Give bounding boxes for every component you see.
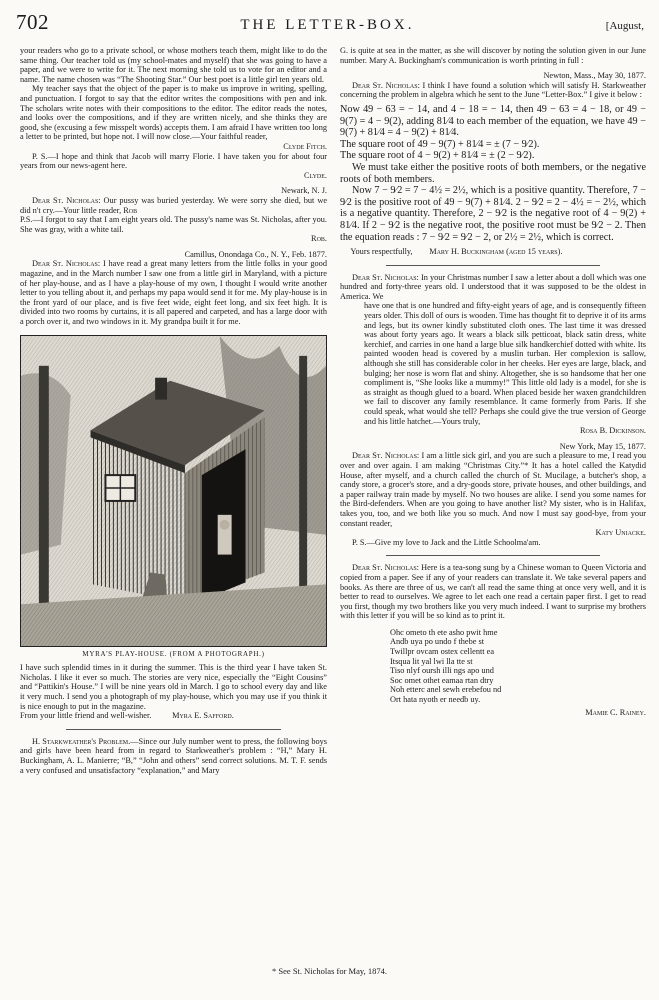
salutation: Dear St. Nicholas:	[352, 272, 419, 282]
math-line: The square root of 49 − 9(7) + 81⁄4 = ± (7 − 9⁄2).	[340, 138, 540, 150]
newark-postscript: P.S.—I forgot to say that I am eight years old. The pussy's name was St. Nicholas, after you. She was gray, with a white tail.	[20, 215, 327, 234]
algebra-solution	[340, 104, 646, 243]
signature-katy: Katy Uniacke.	[595, 528, 646, 538]
signature-mamie: Mamie C. Rainey.	[585, 707, 646, 717]
camillus-dateline: Camillus, Onondaga Co., N. Y., Feb. 1877.	[184, 249, 327, 259]
right-column	[340, 46, 646, 717]
poem-line: Itsqua lit yal lwi lla tte st	[390, 656, 473, 666]
salutation: Dear St. Nicholas:	[352, 563, 419, 573]
math-line: The square root of 4 − 9(2) + 81⁄4 = ± (2 − 9⁄2).	[340, 150, 535, 162]
poem-line: Twillpr ovcam ostex cellentt ea	[390, 647, 495, 657]
playhouse-illustration	[20, 335, 327, 647]
doll-description	[364, 301, 646, 435]
running-title: THE LETTER-BOX.	[240, 17, 415, 33]
running-header	[16, 10, 644, 32]
newton-dateline: Newton, Mass., May 30, 1877.	[543, 71, 646, 81]
poem-line: Noh etterc anel sewh erebefou nd	[390, 685, 502, 695]
ny-letter: Dear St. Nicholas: I am a little sick girl, and you are such a pleasure to me, I read you over and over again. I am making “Christmas City.”* It has a hotel called the Katydid House, after myself, and a church called the church of St. Mucilage, a butcher's shop, a candy store, a grocer's store, and a dry-goods store, private houses, and other buildings, and a paper railway train made by myself. No two houses are alike. I send you some names for the Bird-defenders. When are you going to have another list? My sister, who is in Halifax, takes you, too, and we both like you so much. And now I must say good-bye, from your constant reader,	[340, 451, 647, 528]
signature-clyde: Clyde.	[303, 170, 327, 180]
section-divider	[386, 265, 600, 266]
problem-paragraph: H. Starkweather's Problem.—Since our July number went to press, the following boys and girls have been heard from in regard to Starkweather's problem : “H,” Mary H. Buckingham, A. L. Manierre; “B,” “John and others” send correct solutions. M. T. F. sends a very confused and unsatisfactory “explanation,” and Mary	[20, 736, 327, 775]
poem-line: Ort hata nyoth er needb uy.	[390, 695, 481, 705]
poem-line: Andb uya po undo f thebe st	[390, 637, 485, 647]
salutation: Dear St. Nicholas:	[32, 259, 101, 269]
doll-letter: Dear St. Nicholas: In your Christmas number I saw a letter about a doll which was one hundred and forty-three years old. I understood that it was supposed to be the oldest in America. We	[340, 272, 646, 301]
page-number: 702	[16, 10, 49, 34]
poem-line: Tiso nlyf oursh illi ngs apo und	[390, 666, 494, 676]
paragraph: I have such splendid times in it during the summer. This is the third year I have taken St. Nicholas. I like it ever so much. The stories are very nice, especially the “Eight Cousins” and “Pattikin's House.” I will be nine years old in March. I go to school every day and like it very much. I send you a photograph of my play-house, which you may use if you think it is nice enough to put in the magazine.	[20, 663, 327, 711]
math-line: Now 7 − 9⁄2 = 7 − 4½ = 2½, which is a positive quantity. Therefore, 7 − 9⁄2 is the positive root of 49 − 9(7) + 81⁄4. 2 − 9⁄2 = 2 − 4½ = − 2½, which is a negative quantity. Therefore, 2 − 9⁄2 is the negative root of 4 − 9(2) + 81⁄4. If 2 − 9⁄2 is the negative root, the positive root must be 9⁄2 − 2. Then the equation reads : 7 − 9⁄2 = 9⁄2 − 2, or 2½ = 2½, which is correct.	[340, 185, 646, 243]
newton-letter: Dear St. Nicholas: I think I have found a solution which will satisfy H. Starkweather concerning the problem in algebra which he sent to the June “Letter-Box.” I give it below :	[340, 80, 647, 100]
playhouse-engraving	[21, 336, 326, 646]
footnote: * See St. Nicholas for May, 1874.	[272, 966, 387, 976]
salutation: Dear St. Nicholas:	[32, 195, 101, 205]
paragraph: G. is quite at sea in the matter, as she will discover by noting the solution given in our June number. Mary A. Buckingham's communication is worth printing in full :	[340, 46, 646, 65]
shooting-star-letter-end: your readers who go to a private school, or whose mothers teach them, might like to do the same thing. Our teacher told us (my school-mates and myself) that she was going to have a paper, and we were to write for it. The next morning she told us to vote for an editor and a name. The name chosen was “The Shooting Star.” Our best poet is a little girl ten years old.	[20, 46, 327, 84]
salutation: Dear St. Nicholas:	[352, 451, 420, 461]
closing-line: Yours respectfully, Mary H. Buckingham (aged 15 years).	[350, 247, 563, 257]
paragraph: have one that is one hundred and fifty-eight years of age, and is consequently fifteen years older. This doll of ours is wooden. Time has thought fit to deprive it of its arms and legs, but its owner kindly substituted cloth ones. The last time it was dressed was about forty years ago. It wears a black silk petticoat, black satin dress, white kerchief, and carries in one hand a large blue silk handkerchief dotted with white. Its painted wooden head is covered by a muslin turban. Her complexion is sallow, although she still has considerable color in her cheeks. Her eyes are large, black, and bulging; her nose is worn flat and shiny. Altogether, she is so handsome that her one compliment is, “She looks like a mummy!” This little old lady is a model, for she is as straight as though glued to a board. When placed beside her waxen grandchildren we fail to discover any family resemblance. It came formerly from Paris. If she could speak, what would she tell? Perhaps she could give the true version of George and his little hatchet.—Yours truly,	[364, 301, 646, 426]
signature-clyde-fitch: Clyde Fitch.	[283, 141, 327, 151]
section-divider	[386, 555, 600, 556]
newark-letter: Dear St. Nicholas: Our pussy was buried yesterday. We were sorry she died, but we did n't cry.—Your little reader, Rob	[20, 195, 328, 215]
illustration-caption: MYRA'S PLAY-HOUSE. (FROM A PHOTOGRAPH.)	[82, 649, 265, 658]
poem-line: Ohc ometo th ete asho pwit hme	[390, 627, 498, 637]
signature-rob: Rob	[123, 205, 138, 215]
paragraph: My teacher says that the object of the paper is to make us improve in writing, spelling, and punctuation. I forgot to say that the editor writes the compositions with pen and ink. The scholars write notes with their compositions to the editor. The editor reads the notes, and looks over the compositions, and if they are written nicely, and she thinks they are good, she (excusing a few misspelt words) accepts them. I am afraid I have written too long a letter to be printed, but hope not. I will now close.—Your faithful reader,	[20, 84, 327, 142]
left-column	[20, 46, 327, 775]
tea-letter: Dear St. Nicholas: Here is a tea-song sung by a Chinese woman to Queen Victoria and copied from a paper. See if any of your readers can translate it. We take several papers and books. As there are three of us, we can't all read the same thing at once very well, and it is better to read to ourselves. We agree to let each one read a certain paper first. I get to read you first, though my two brothers like you very much indeed. I want to surprise my brothers with this letter if you will be so kind as to print it.	[340, 563, 647, 621]
math-line: We must take either the positive roots of both members, or the negative roots of both members.	[340, 161, 646, 185]
salutation: Dear St. Nicholas:	[352, 80, 420, 90]
newark-dateline: Newark, N. J.	[281, 186, 327, 196]
math-line: Now 49 − 63 = − 14, and 4 − 18 = − 14, then 49 − 63 = 4 − 18, or 49 − 9(7) = 4 − 9(2), adding 81⁄4 to each member of the equation, we have 49 − 9(7) + 81⁄4 = 4 − 9(2) + 81⁄4.	[340, 103, 646, 139]
signature-rosa: Rosa B. Dickinson.	[579, 426, 646, 436]
tea-song	[390, 628, 646, 705]
ny-dateline: New York, May 15, 1877.	[559, 441, 646, 451]
poem-line: Soc omet othet eamaa rtan dtry	[390, 675, 494, 685]
camillus-letter: Dear St. Nicholas: I have read a great many letters from the little folks in your good magazine, and in the March number I saw one from a little girl in Maryland, with a picture of her play-house, and as I have a play-house of my own, I thought I would write another letter to you telling about it, and perhaps my papa would send it for me. My play-house is in the front yard of our place, and is five feet wide, eight feet long, and six feet high. It is divided into two rooms by curtains, it is all papered and carpeted, and has a large door with a porch over it, and two windows in it. My grandpa built it for me.	[20, 259, 327, 327]
postscript: P. S.—I hope and think that Jacob will marry Florie. I have taken you for about four years from our news-agent here.	[20, 151, 327, 171]
closing-line: From your little friend and well-wisher. Myra E. Safford.	[20, 711, 234, 721]
signature-rob-ps: Rob.	[311, 234, 327, 244]
running-month: [August,	[605, 20, 644, 32]
signature-myra: Myra E. Safford.	[172, 711, 234, 721]
signature-mary: Mary H. Buckingham (aged 15 years).	[429, 247, 563, 257]
ny-postscript: P. S.—Give my love to Jack and the Little Schoolma'am.	[352, 537, 541, 547]
section-divider	[66, 729, 281, 730]
problem-title: H. Starkweather's Problem.	[32, 736, 131, 746]
